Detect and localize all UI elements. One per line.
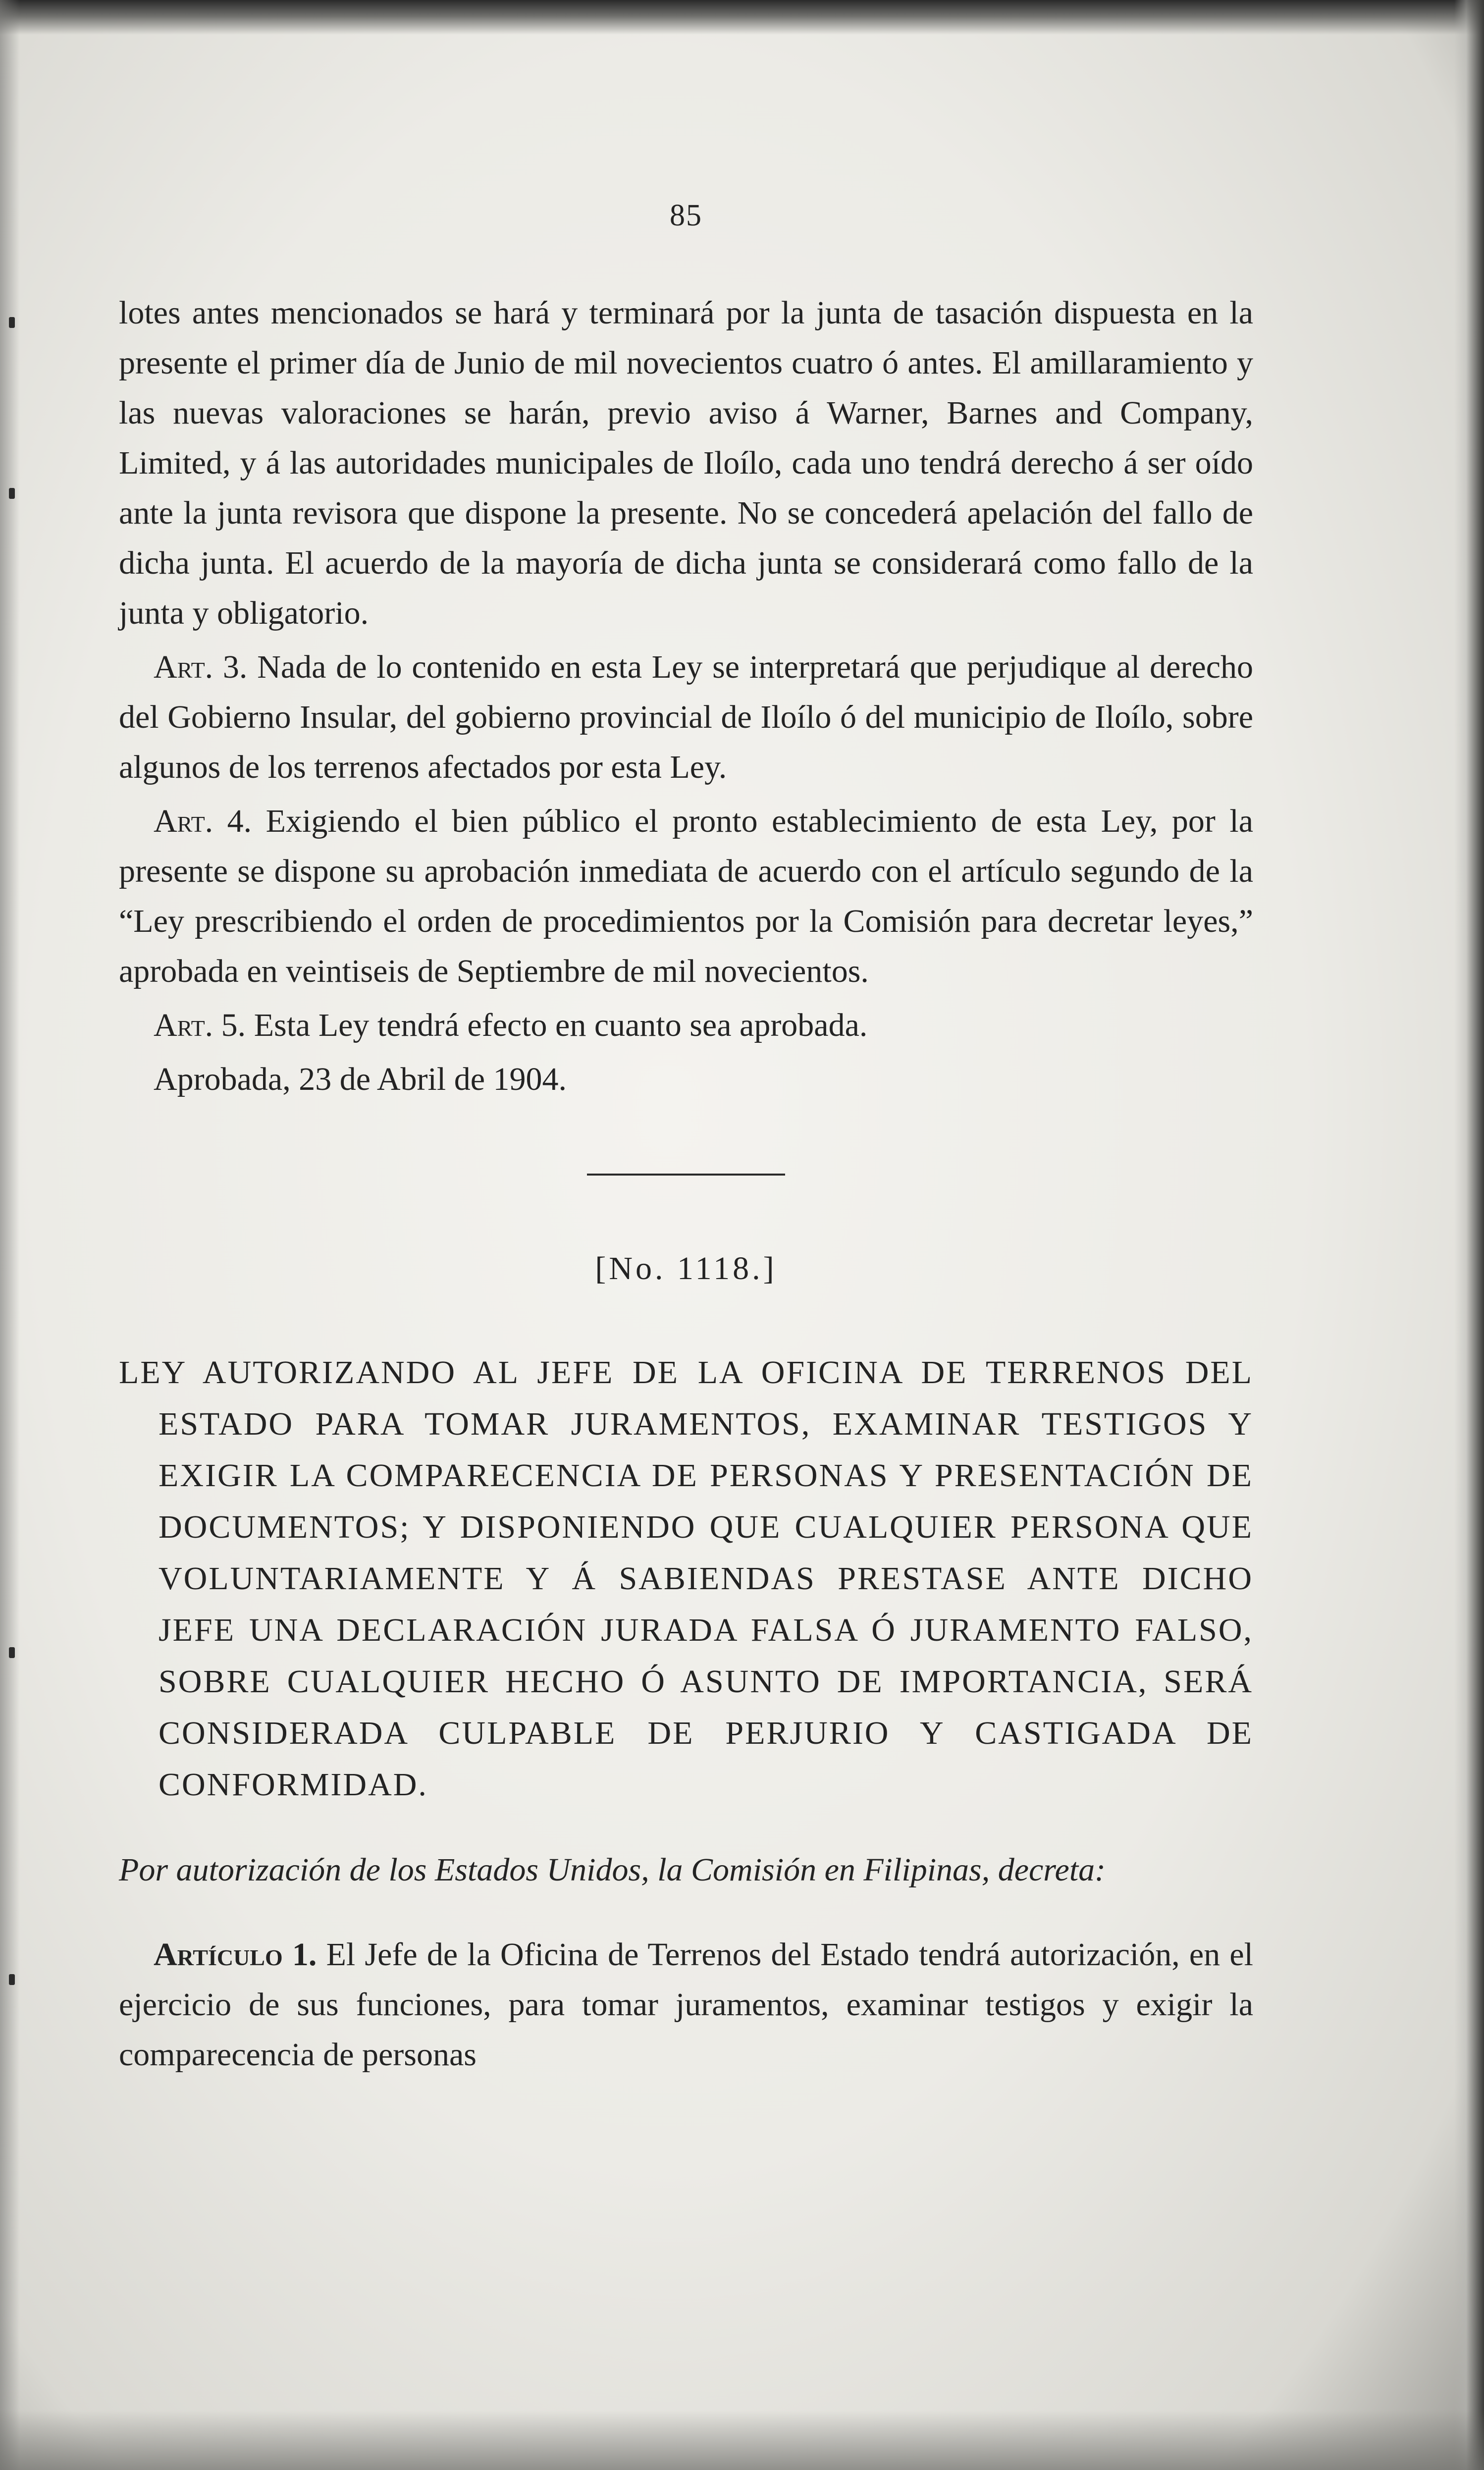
article-4 [119, 796, 1253, 996]
article-5 [119, 1000, 1253, 1050]
page-number: 85 [670, 199, 702, 232]
act-title: LEY AUTORIZANDO AL JEFE DE LA OFICINA DE TERRENOS DEL ESTADO PARA TOMAR JURAMENTOS, EXAMINAR TESTIGOS Y EXIGIR LA COMPARECENCIA DE PERSONAS Y PRESENTACIÓN DE DOCUMENTOS; Y DISPONIENDO QUE CUALQUIER PERSONA QUE VOLUNTARIAMENTE Y Á SABIENDAS PRESTASE ANTE DICHO JEFE UNA DECLARACIÓN JURADA FALSA Ó JURAMENTO FALSO, SOBRE CUALQUIER HECHO Ó ASUNTO DE IMPORTANCIA, SERÁ CONSIDERADA CULPABLE DE PERJURIO Y CASTIGADA DE CONFORMIDAD. [119, 1354, 1253, 1803]
article-3-text: Nada de lo contenido en esta Ley se interpretará que perjudique al derecho del Gobierno Insular, del gobierno provincial de Iloílo ó del municipio de Iloílo, sobre algunos de los terrenos afectados por esta Ley. [119, 649, 1253, 785]
article-1-label: Artículo 1. [154, 1936, 317, 1973]
scan-edge-left [0, 0, 20, 2470]
scan-edge-top [0, 0, 1484, 35]
scan-edge-bottom [0, 2411, 1484, 2470]
approval-date: Aprobada, 23 de Abril de 1904. [154, 1061, 567, 1097]
article-1-text: El Jefe de la Oficina de Terrenos del Estado tendrá autorización, en el ejercicio de sus funciones, para tomar juramentos, examinar testigos y exigir la comparecencia de personas [119, 1936, 1254, 2073]
article-5-text: Esta Ley tendrá efecto en cuanto sea aprobada. [254, 1007, 868, 1043]
binding-mark [9, 317, 15, 328]
article-1 [119, 1930, 1253, 2080]
article-4-label: Art. 4. [154, 803, 252, 839]
article-4-text: Exigiendo el bien público el pronto establecimiento de esta Ley, por la presente se dispone su aprobación inmediata de acuerdo con el artículo segundo de la “Ley prescribiendo el orden de procedimientos por la Comisión para decretar leyes,” aprobada en veintiseis de Septiembre de mil novecientos. [119, 803, 1253, 989]
article-3 [119, 642, 1253, 792]
binding-mark [9, 488, 15, 499]
continuation-paragraph: lotes antes mencionados se hará y terminará por la junta de tasación dispuesta en la presente el primer día de Junio de mil novecientos cuatro ó antes. El amillaramiento y las nuevas valoraciones se harán, previo aviso á Warner, Barnes and Company, Limited, y á las autoridades municipales de Iloílo, cada uno tendrá derecho á ser oído ante la junta revisora que dispone la presente. No se concederá apelación del fallo de dicha junta. El acuerdo de la mayoría de dicha junta se considerará como fallo de la junta y obligatorio. [119, 295, 1253, 631]
section-divider [587, 1174, 785, 1176]
enacting-clause: Por autorización de los Estados Unidos, la Comisión en Filipinas, decreta: [119, 1852, 1106, 1888]
binding-mark [9, 1974, 15, 1985]
binding-mark [9, 1647, 15, 1658]
article-3-label: Art. 3. [154, 649, 248, 685]
act-number: [No. 1118.] [595, 1250, 777, 1287]
scan-edge-right [1454, 0, 1484, 2470]
article-5-label: Art. 5. [154, 1007, 246, 1043]
page-content [119, 198, 1253, 2080]
